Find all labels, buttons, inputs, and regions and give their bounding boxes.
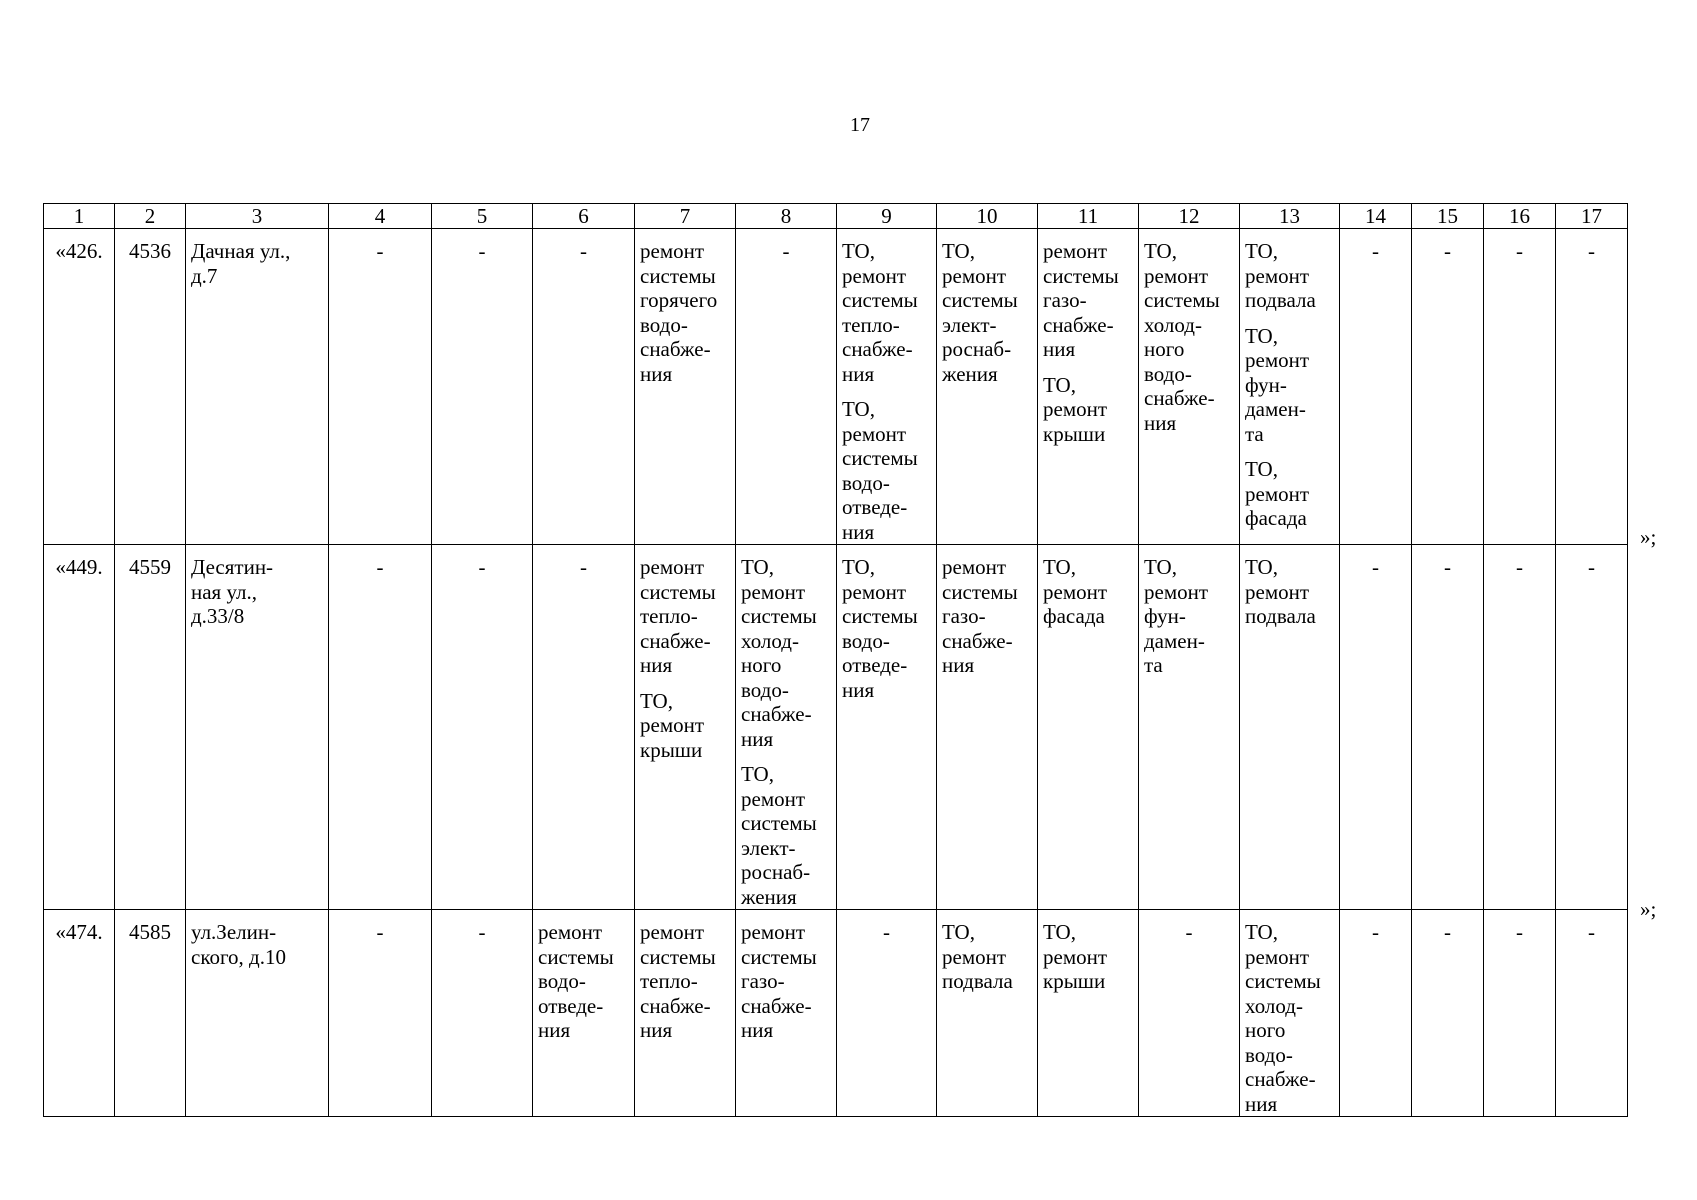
cell-line: фасада	[1245, 506, 1307, 530]
cell-line: ТО,	[1245, 457, 1278, 481]
cell-line: ТО,	[942, 239, 975, 263]
empty-dash-cell: -	[1484, 545, 1556, 910]
cell-line: снабже-	[842, 337, 913, 361]
cell-line: д.7	[191, 263, 218, 288]
cell-line: фун-	[1245, 372, 1287, 397]
column-header: 3	[186, 204, 329, 229]
cell-line: ремонт	[741, 920, 806, 944]
cell-line: ТО,	[1043, 372, 1076, 397]
work-item	[640, 555, 732, 678]
column-header: 11	[1038, 204, 1139, 229]
cell-line: ния	[1245, 1091, 1278, 1116]
cell-line: фасада	[1043, 604, 1105, 628]
work-cell	[837, 229, 937, 545]
work-cell	[635, 910, 736, 1117]
work-item	[1245, 324, 1336, 447]
empty-dash-cell: -	[1412, 545, 1484, 910]
cell-line: системы	[741, 604, 817, 628]
cell-line: системы	[1043, 263, 1119, 288]
cell-line: снабже-	[1043, 312, 1114, 337]
work-item	[1043, 555, 1135, 629]
column-header: 8	[736, 204, 837, 229]
work-cell	[1139, 229, 1240, 545]
row-number: «426.	[44, 229, 115, 545]
cell-line: отведе-	[842, 495, 908, 519]
cell-line: водо-	[538, 969, 586, 993]
work-item	[1245, 555, 1336, 629]
cell-line: системы	[1245, 969, 1321, 993]
empty-dash-cell: -	[1412, 229, 1484, 545]
work-item	[1144, 239, 1236, 435]
cell-line: ТО,	[842, 555, 875, 579]
cell-line: ТО,	[1245, 239, 1278, 263]
row-end-mark: »;	[1640, 897, 1657, 921]
cell-line: снабже-	[1245, 1067, 1316, 1091]
cell-line: тепло-	[640, 604, 698, 628]
work-cell	[1038, 545, 1139, 910]
work-cell	[937, 229, 1038, 545]
cell-line: ремонт	[1043, 397, 1108, 421]
work-item	[1245, 457, 1336, 531]
cell-line: холод-	[1245, 993, 1303, 1018]
empty-dash-cell: -	[1556, 545, 1628, 910]
cell-line: системы	[1144, 288, 1220, 312]
cell-line: ного	[1144, 337, 1185, 361]
column-header: 2	[115, 204, 186, 229]
work-cell	[1038, 229, 1139, 545]
cell-line: ремонт	[942, 263, 1007, 288]
cell-line: ТО,	[1144, 239, 1177, 263]
work-cell	[736, 545, 837, 910]
cell-line: системы	[842, 288, 918, 312]
cell-line: системы	[640, 263, 716, 288]
cell-line: ТО,	[741, 762, 774, 786]
cell-line: газо-	[1043, 288, 1087, 312]
work-item	[640, 689, 732, 763]
column-header: 7	[635, 204, 736, 229]
cell-line: ремонт	[640, 239, 705, 263]
cell-line: ния	[741, 726, 774, 751]
cell-line: ремонт	[741, 786, 806, 811]
empty-dash-cell: -	[1556, 229, 1628, 545]
column-header: 12	[1139, 204, 1240, 229]
cell-line: крыши	[640, 737, 703, 762]
work-cell	[635, 229, 736, 545]
cell-line: ния	[842, 361, 875, 386]
cell-line: ТО,	[1245, 323, 1278, 348]
cell-line: водо-	[842, 628, 890, 653]
cell-line: ремонт	[640, 920, 705, 944]
cell-line: водо-	[741, 677, 789, 702]
empty-dash-cell: -	[533, 229, 635, 545]
cell-line: ремонт	[1245, 348, 1310, 372]
cell-line: элект-	[741, 835, 796, 860]
cell-line: ремонт	[741, 579, 806, 604]
cell-line: ского, д.10	[191, 944, 286, 969]
cell-line: тепло-	[640, 969, 698, 993]
cell-line: ремонт	[1245, 579, 1310, 604]
cell-line: водо-	[1245, 1042, 1293, 1067]
cell-line: ремонт	[1043, 944, 1108, 969]
empty-dash-cell: -	[1412, 910, 1484, 1117]
column-header: 17	[1556, 204, 1628, 229]
cell-line: ния	[538, 1018, 571, 1042]
work-cell	[937, 910, 1038, 1117]
empty-dash-cell: -	[432, 910, 533, 1117]
empty-dash-cell: -	[736, 229, 837, 545]
work-cell	[1240, 229, 1340, 545]
cell-line: роснаб-	[942, 337, 1012, 361]
cell-line: ния	[741, 1018, 774, 1042]
cell-line: системы	[942, 579, 1018, 604]
work-cell	[837, 545, 937, 910]
cell-line: роснаб-	[741, 860, 811, 884]
cell-line: снабже-	[1144, 386, 1215, 410]
cell-line: ТО,	[1245, 920, 1278, 944]
column-header: 1	[44, 204, 115, 229]
cell-line: системы	[842, 446, 918, 470]
work-cell	[937, 545, 1038, 910]
address-cell	[186, 545, 329, 910]
cell-line: ремонт	[1245, 944, 1310, 969]
cell-line: снабже-	[640, 628, 711, 653]
work-item	[1245, 920, 1336, 1116]
cell-line: ремонт	[942, 944, 1007, 969]
row-end-mark: »;	[1640, 525, 1657, 549]
cell-line: системы	[842, 604, 918, 628]
empty-dash-cell: -	[1139, 910, 1240, 1117]
work-cell	[635, 545, 736, 910]
work-item	[640, 239, 732, 386]
cell-line: ТО,	[1043, 920, 1076, 944]
address-cell	[186, 229, 329, 545]
work-item	[942, 920, 1034, 994]
work-item	[842, 239, 933, 386]
cell-line: ремонт	[842, 263, 907, 288]
cell-line: ремонт	[538, 920, 603, 944]
cell-line: элект-	[942, 312, 997, 337]
column-header: 4	[329, 204, 432, 229]
work-item	[741, 762, 833, 909]
cell-line: системы	[640, 579, 716, 604]
address-cell	[186, 910, 329, 1117]
cell-line: ТО,	[1245, 555, 1278, 579]
empty-dash-cell: -	[533, 545, 635, 910]
building-code: 4536	[115, 229, 186, 545]
cell-line: ния	[1043, 337, 1076, 361]
cell-line: ТО,	[842, 397, 875, 421]
cell-line: ремонт	[640, 555, 705, 579]
cell-line: жения	[741, 884, 797, 909]
table-row	[44, 229, 1628, 545]
cell-line: ная ул.,	[191, 579, 258, 604]
work-item	[942, 239, 1034, 386]
cell-line: ния	[640, 361, 673, 386]
work-item	[741, 555, 833, 751]
column-header: 10	[937, 204, 1038, 229]
empty-dash-cell: -	[432, 545, 533, 910]
column-header: 14	[1340, 204, 1412, 229]
cell-line: дамен-	[1245, 397, 1306, 421]
cell-line: снабже-	[640, 993, 711, 1018]
cell-line: системы	[741, 811, 817, 835]
cell-line: ремонт	[842, 421, 907, 446]
cell-line: фун-	[1144, 604, 1186, 628]
empty-dash-cell: -	[1484, 229, 1556, 545]
cell-line: подвала	[1245, 288, 1316, 312]
column-header: 6	[533, 204, 635, 229]
cell-line: Десятин-	[191, 555, 274, 579]
cell-line: системы	[741, 944, 817, 969]
work-item	[1043, 239, 1135, 362]
cell-line: тепло-	[842, 312, 900, 337]
cell-line: ного	[741, 653, 782, 677]
cell-line: системы	[640, 944, 716, 969]
cell-line: ния	[842, 519, 875, 544]
cell-line: ния	[1144, 410, 1177, 435]
cell-line: газо-	[942, 604, 986, 628]
cell-line: ремонт	[1245, 263, 1310, 288]
cell-line: снабже-	[640, 337, 711, 361]
cell-line: ТО,	[640, 688, 673, 713]
cell-line: ния	[640, 653, 673, 677]
cell-line: ремонт	[1144, 579, 1209, 604]
cell-line: ремонт	[942, 555, 1007, 579]
empty-dash-cell: -	[1556, 910, 1628, 1117]
repair-table	[43, 203, 1628, 1117]
cell-line: подвала	[942, 969, 1013, 993]
empty-dash-cell: -	[329, 229, 432, 545]
empty-dash-cell: -	[432, 229, 533, 545]
cell-line: ремонт	[842, 579, 907, 604]
cell-line: системы	[538, 944, 614, 969]
work-item	[1043, 373, 1135, 447]
page-number: 17	[850, 114, 870, 136]
cell-line: газо-	[741, 969, 785, 993]
column-header: 16	[1484, 204, 1556, 229]
column-header: 13	[1240, 204, 1340, 229]
building-code: 4559	[115, 545, 186, 910]
cell-line: снабже-	[741, 993, 812, 1018]
cell-line: ТО,	[1043, 555, 1076, 579]
work-item	[640, 920, 732, 1043]
cell-line: крыши	[1043, 421, 1106, 446]
cell-line: та	[1144, 653, 1163, 677]
work-cell	[533, 910, 635, 1117]
column-header: 5	[432, 204, 533, 229]
work-cell	[1139, 545, 1240, 910]
cell-line: д.33/8	[191, 604, 245, 628]
cell-line: ТО,	[1144, 555, 1177, 579]
work-cell	[736, 910, 837, 1117]
empty-dash-cell: -	[837, 910, 937, 1117]
work-item	[842, 555, 933, 702]
cell-line: отведе-	[842, 653, 908, 677]
empty-dash-cell: -	[1340, 229, 1412, 545]
work-cell	[1038, 910, 1139, 1117]
cell-line: снабже-	[741, 702, 812, 726]
work-item	[1144, 555, 1236, 678]
cell-line: холод-	[741, 628, 799, 653]
header-row	[44, 204, 1628, 229]
empty-dash-cell: -	[329, 910, 432, 1117]
empty-dash-cell: -	[329, 545, 432, 910]
work-item	[842, 397, 933, 544]
empty-dash-cell: -	[1340, 910, 1412, 1117]
cell-line: системы	[942, 288, 1018, 312]
cell-line: ТО,	[942, 920, 975, 944]
work-item	[1043, 920, 1135, 994]
cell-line: холод-	[1144, 312, 1202, 337]
row-number: «449.	[44, 545, 115, 910]
cell-line: ремонт	[1043, 579, 1108, 604]
cell-line: ул.Зелин-	[191, 920, 277, 944]
column-header: 9	[837, 204, 937, 229]
cell-line: Дачная ул.,	[191, 239, 291, 263]
empty-dash-cell: -	[1340, 545, 1412, 910]
work-item	[942, 555, 1034, 678]
empty-dash-cell: -	[1484, 910, 1556, 1117]
column-header: 15	[1412, 204, 1484, 229]
cell-line: водо-	[1144, 361, 1192, 386]
cell-line: снабже-	[942, 628, 1013, 653]
cell-line: ния	[942, 653, 975, 677]
cell-line: ремонт	[640, 713, 705, 737]
work-item	[741, 920, 833, 1043]
building-code: 4585	[115, 910, 186, 1117]
cell-line: отведе-	[538, 993, 604, 1018]
cell-line: жения	[942, 361, 998, 386]
table-row	[44, 545, 1628, 910]
cell-line: ТО,	[842, 239, 875, 263]
cell-line: водо-	[842, 470, 890, 495]
work-cell	[1240, 910, 1340, 1117]
cell-line: ремонт	[1043, 239, 1108, 263]
cell-line: ремонт	[1144, 263, 1209, 288]
cell-line: горячего	[640, 288, 718, 312]
work-item	[538, 920, 631, 1043]
cell-line: ния	[842, 677, 875, 702]
cell-line: ния	[640, 1018, 673, 1042]
cell-line: дамен-	[1144, 628, 1205, 653]
work-cell	[1240, 545, 1340, 910]
cell-line: ремонт	[1245, 481, 1310, 506]
table-row	[44, 910, 1628, 1117]
cell-line: ТО,	[741, 555, 774, 579]
cell-line: ного	[1245, 1018, 1286, 1042]
cell-line: крыши	[1043, 969, 1106, 993]
work-item	[1245, 239, 1336, 313]
cell-line: та	[1245, 421, 1264, 446]
row-number: «474.	[44, 910, 115, 1117]
cell-line: водо-	[640, 312, 688, 337]
cell-line: подвала	[1245, 604, 1316, 628]
